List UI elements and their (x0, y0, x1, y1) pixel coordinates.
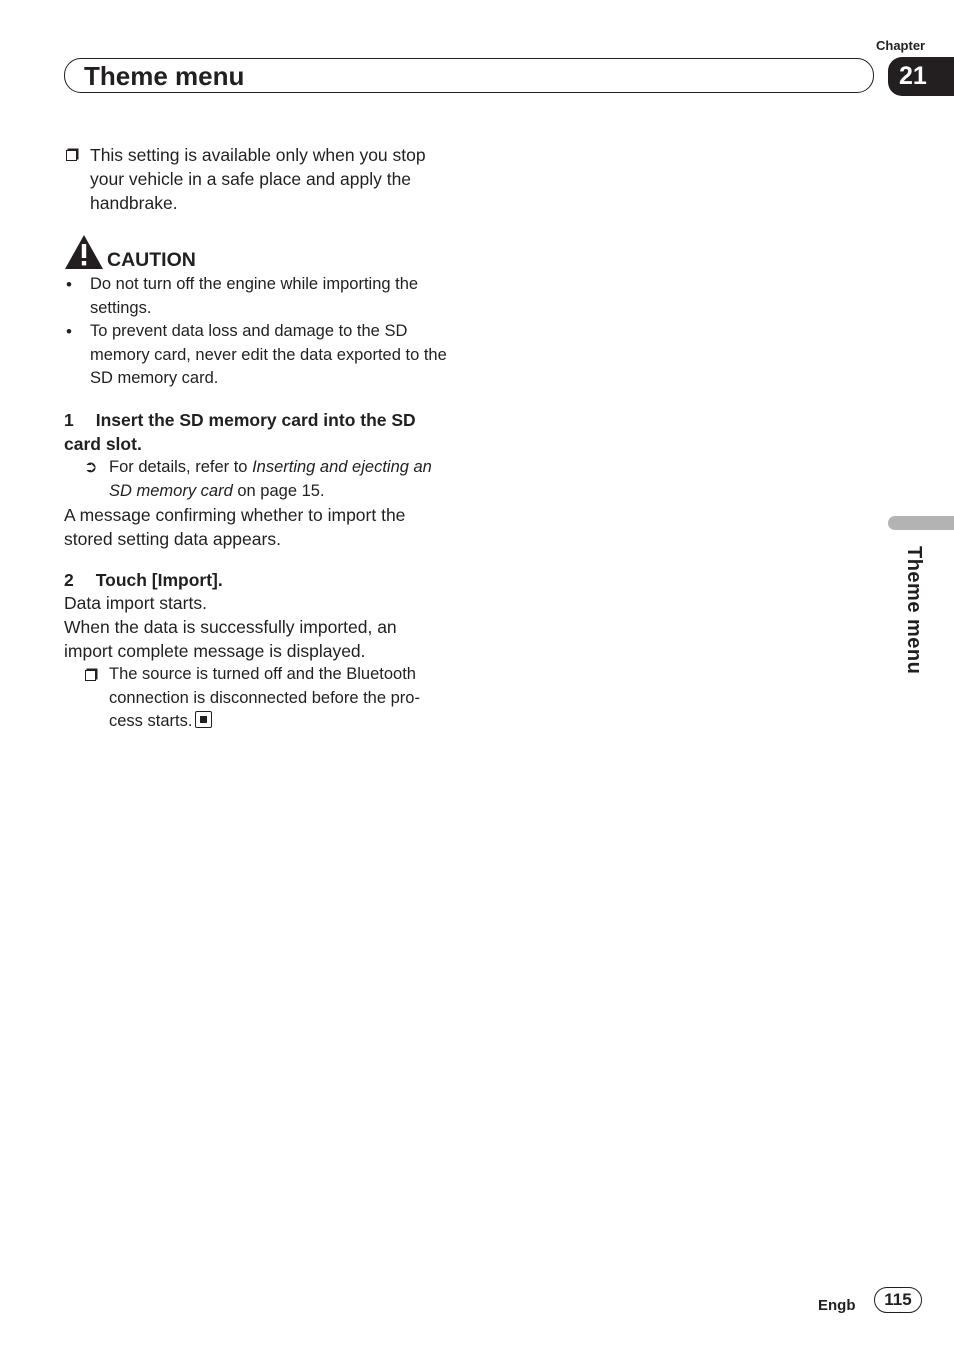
step-2-result-start: Data import starts. (64, 593, 207, 613)
step-title: Touch [Import]. (95, 570, 223, 590)
chapter-number: 21 (899, 62, 927, 90)
step-title: Insert the SD memory card into the SD card slot. (64, 410, 416, 454)
bullet-dot: • (66, 322, 72, 341)
step-number: 2 (64, 570, 74, 590)
step-1-result: A message confirming whether to import the stored setting data appears. (64, 505, 406, 549)
note-square-icon (85, 670, 96, 681)
chapter-label: Chapter (876, 38, 926, 53)
note-availability: This setting is available only when you stop your vehicle in a safe place and apply the handbrake. (90, 145, 426, 213)
side-tab-bar (888, 516, 954, 530)
step-1-reference (109, 456, 456, 503)
warning-triangle-icon (64, 234, 104, 270)
step-2-note-text: The source is turned off and the Bluetooth connection is disconnected before the pro- cess starts. (109, 665, 420, 730)
caution-item: To prevent data loss and damage to the SD memory card, never edit the data exported to the SD memory card. (90, 322, 447, 387)
page-number: 115 (884, 1290, 912, 1309)
step-2-result-complete: When the data is successfully imported, an import complete message is displayed. (64, 617, 397, 661)
step-2-heading (64, 568, 456, 592)
step-2-note (109, 663, 449, 734)
reference-link[interactable]: Inserting and ejecting an SD memory card (109, 458, 432, 500)
step-1-heading (64, 408, 456, 456)
reference-prefix: For details, refer to (109, 458, 253, 476)
reference-suffix: on page 15. (232, 481, 325, 500)
page-title: Theme menu (84, 61, 245, 91)
side-tab-label: Theme menu (903, 546, 925, 675)
language-code: Engb (818, 1297, 856, 1314)
end-mark-icon (195, 711, 212, 728)
arrow-right-icon: ➲ (84, 459, 98, 476)
chapter-number-badge (888, 57, 954, 96)
caution-label: CAUTION (107, 249, 196, 271)
step-number: 1 (64, 410, 74, 430)
page-number-badge (874, 1287, 922, 1313)
bullet-dot: • (66, 275, 72, 294)
caution-item: Do not turn off the engine while importing the settings. (90, 275, 419, 317)
note-square-icon (66, 150, 77, 161)
